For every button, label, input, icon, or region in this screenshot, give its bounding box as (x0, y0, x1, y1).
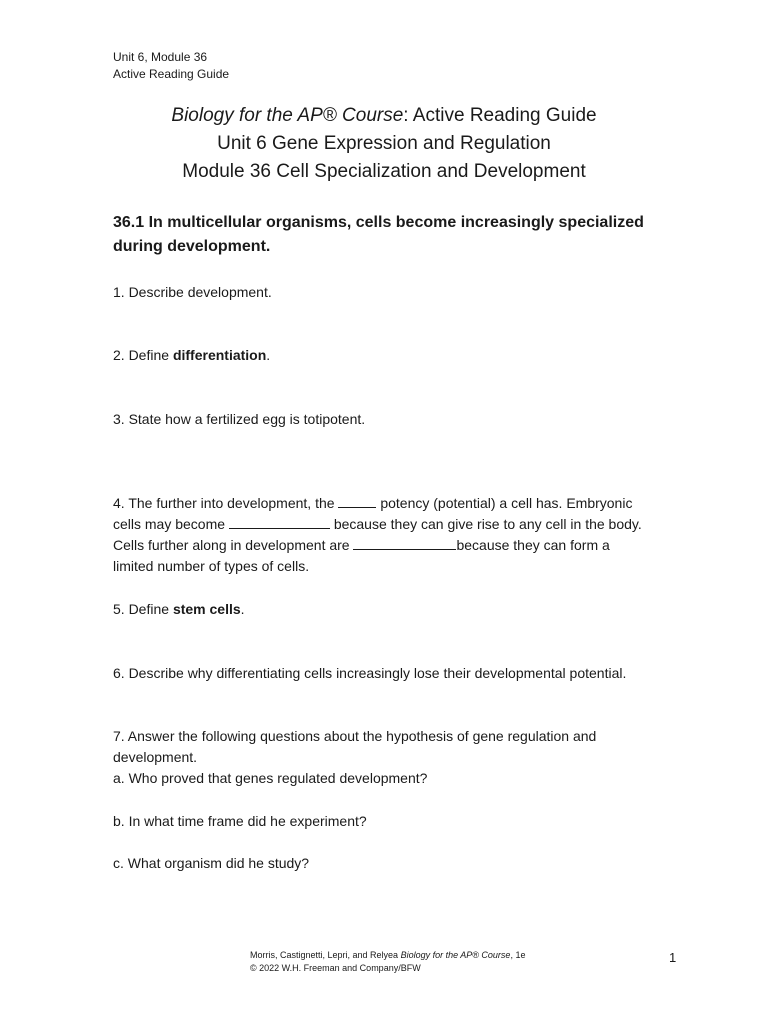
question-1: 1. Describe development. (113, 284, 272, 300)
question-2-suffix: . (266, 347, 271, 363)
question-2-prefix: 2. Define (113, 347, 173, 363)
question-2 (113, 345, 693, 366)
title-book-line (0, 102, 768, 130)
running-head-guide: Active Reading Guide (113, 67, 230, 81)
question-3: 3. State how a fertilized egg is totipotent. (113, 411, 366, 427)
fill-in-blank-2[interactable] (229, 516, 330, 529)
question-5 (113, 599, 693, 620)
question-7-line2: development. (113, 749, 198, 765)
title-book-name: Biology for the AP® Course (171, 105, 404, 126)
footer-citation (250, 949, 525, 962)
footer-book-title: Biology for the AP® Course (400, 950, 511, 960)
footer-credit (250, 949, 525, 975)
question-4-text-d: because they can give rise to any cell in the body. (329, 516, 642, 532)
question-7b: b. In what time frame did he experiment? (113, 813, 367, 829)
question-2-term: differentiation (172, 347, 267, 363)
question-7a: a. Who proved that genes regulated development? (113, 770, 428, 786)
title-unit: Unit 6 Gene Expression and Regulation (217, 133, 551, 154)
question-4 (113, 493, 693, 577)
question-5-term: stem cells (172, 601, 241, 617)
question-5-suffix: . (240, 601, 245, 617)
question-6: 6. Describe why differentiating cells increasingly lose their developmental potential. (113, 665, 627, 681)
question-4-line4: limited number of types of cells. (113, 558, 310, 574)
title-guide-label: : Active Reading Guide (403, 105, 597, 126)
running-head (113, 49, 229, 83)
section-heading-line2: during development. (113, 238, 271, 255)
question-4-line1 (113, 493, 693, 514)
question-5-prefix: 5. Define (113, 601, 173, 617)
question-7-line1: 7. Answer the following questions about the hypothesis of gene regulation and (113, 728, 597, 744)
question-4-line3 (113, 535, 693, 556)
running-head-unit: Unit 6, Module 36 (113, 50, 208, 64)
question-7c: c. What organism did he study? (113, 855, 310, 871)
question-4-text-c: cells may become (113, 516, 229, 532)
document-title (0, 102, 768, 186)
question-7 (113, 726, 693, 789)
section-heading (113, 211, 673, 259)
fill-in-blank-1[interactable] (338, 495, 376, 508)
question-4-text-e: Cells further along in development are (113, 537, 354, 553)
question-4-line2 (113, 514, 693, 535)
section-heading-line1: 36.1 In multicellular organisms, cells become increasingly specialized (113, 214, 644, 231)
question-4-text-f: because they can form a (456, 537, 610, 553)
fill-in-blank-3[interactable] (353, 537, 456, 550)
question-4-text-b: potency (potential) a cell has. Embryonic (376, 495, 633, 511)
footer-authors: Morris, Castignetti, Lepri, and Relyea (250, 950, 401, 960)
page-number: 1 (669, 950, 677, 965)
footer-edition: , 1e (510, 950, 526, 960)
footer-copyright: © 2022 W.H. Freeman and Company/BFW (250, 963, 421, 973)
title-module: Module 36 Cell Specialization and Development (182, 161, 586, 182)
question-4-text-a: 4. The further into development, the (113, 495, 339, 511)
